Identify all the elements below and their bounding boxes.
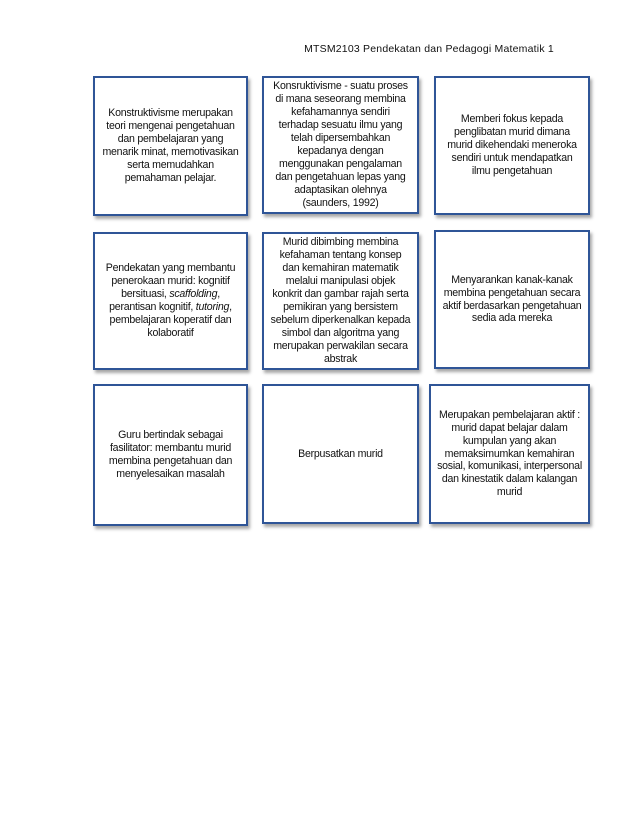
card-text-part: , perantisan kognitif, bbox=[109, 288, 220, 313]
concept-card-4 bbox=[93, 232, 248, 370]
concept-card-7 bbox=[93, 384, 248, 526]
concept-card-8 bbox=[262, 384, 419, 524]
card-text: Konstruktivisme merupakan teori mengenai pengetahuan dan pembelajaran yang menarik minat, memotivasikan serta memudahkan pemahaman pelajar. bbox=[102, 107, 239, 184]
card-text bbox=[101, 262, 240, 340]
card-text: Guru bertindak sebagai fasilitator: membantu murid membina pengetahuan dan menyelesaikan masalah bbox=[108, 429, 233, 480]
concept-card-2 bbox=[262, 76, 419, 214]
concept-card-1 bbox=[93, 76, 248, 216]
card-text: Menyarankan kanak-kanak membina pengetahuan secara aktif berdasarkan pengetahuan sedia ada mereka bbox=[442, 273, 582, 325]
concept-card-6 bbox=[434, 230, 590, 369]
concept-card-5 bbox=[262, 232, 419, 370]
card-text: Memberi fokus kepada penglibatan murid dimana murid dikehendaki meneroka sendiri untuk mendapatkan ilmu pengetahuan bbox=[447, 113, 577, 177]
concept-card-9 bbox=[429, 384, 590, 524]
card-text-part: Pendekatan yang membantu penerokaan murid: kognitif bersituasi, bbox=[105, 262, 236, 301]
card-text: Konsruktivisme - suatu proses di mana seseorang membina kefahamannya sendiri terhadap sesuatu ilmu yang telah dipersembahkan kepadanya dengan menggunakan pengalaman dan pengetahuan lepas yang adaptasikan olehnya (saunders, 1992) bbox=[273, 80, 408, 209]
concept-card-3 bbox=[434, 76, 590, 215]
card-text-italic: scaffolding bbox=[169, 288, 218, 301]
page-header: MTSM2103 Pendekatan dan Pedagogi Matematik 1 bbox=[304, 43, 554, 55]
card-text-part: , pembelajaran koperatif dan kolaboratif bbox=[109, 301, 232, 339]
card-text: Berpusatkan murid bbox=[298, 447, 383, 460]
card-text-italic: tutoring bbox=[195, 301, 230, 313]
card-text: Merupakan pembelajaran aktif : murid dapat belajar dalam kumpulan yang akan memaksimumkan kemahiran sosial, komunikasi, interpersonal dan kinestatik dalam kalangan murid bbox=[437, 408, 582, 499]
card-text: Murid dibimbing membina kefahaman tentang konsep dan kemahiran matematik melalui manipulasi objek konkrit dan gambar rajah serta pemikiran yang bersistem sebelum diperkenalkan kepada simbol dan algoritma yang merupakan perwakilan secara abstrak bbox=[270, 236, 411, 365]
